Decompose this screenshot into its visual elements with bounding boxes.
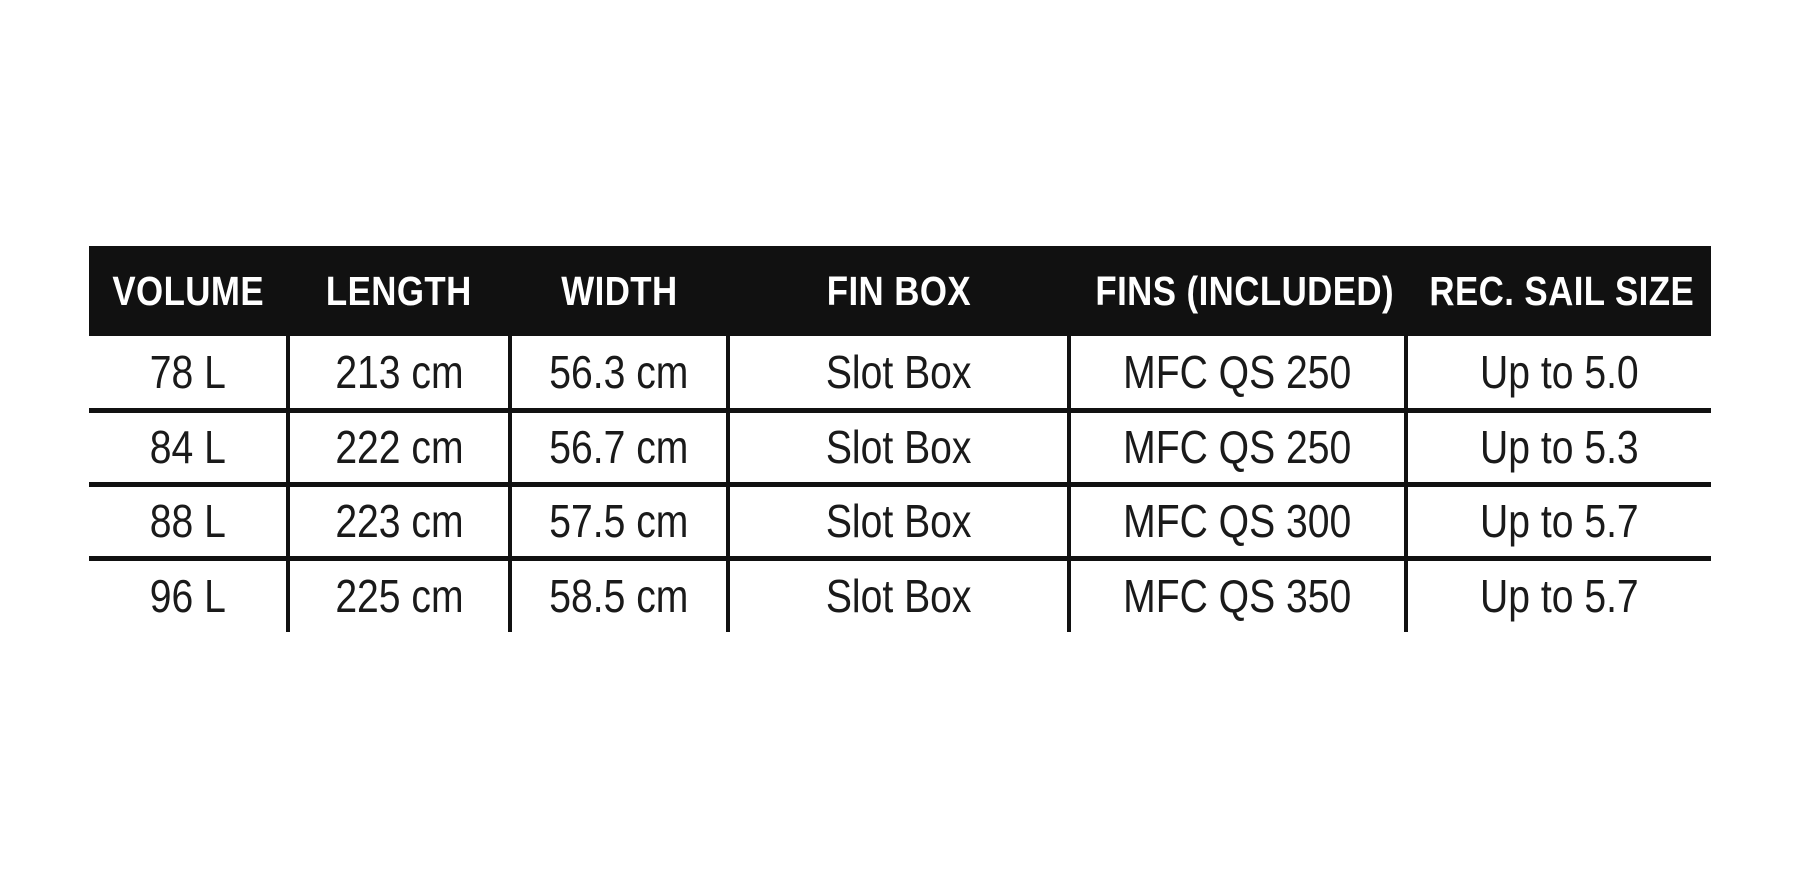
- header-cell-length: [288, 246, 510, 336]
- header-label-rec-sail-size: REC. SAIL SIZE: [1429, 267, 1695, 314]
- cell-value: 222 cm: [334, 421, 464, 473]
- cell-value: MFC QS 250: [1123, 421, 1352, 473]
- cell-fin-box: [728, 484, 1069, 558]
- cell-length: [288, 558, 510, 632]
- header-cell-rec-sail-size: [1406, 246, 1711, 336]
- cell-width: [510, 484, 728, 558]
- cell-value: 78 L: [149, 345, 226, 398]
- header-cell-volume: [89, 246, 288, 336]
- cell-fin-box: [728, 410, 1069, 484]
- header-cell-fin-box: [728, 246, 1069, 336]
- table-row: [89, 336, 1711, 410]
- cell-volume: [89, 336, 288, 410]
- cell-volume: [89, 484, 288, 558]
- cell-value: 88 L: [149, 495, 226, 547]
- header-cell-width: [510, 246, 728, 336]
- cell-value: MFC QS 300: [1123, 495, 1352, 547]
- cell-value: MFC QS 350: [1123, 570, 1352, 623]
- cell-fins-included: [1069, 336, 1406, 410]
- cell-value: 57.5 cm: [549, 495, 689, 547]
- cell-rec-sail-size: [1406, 484, 1711, 558]
- cell-value: Slot Box: [825, 570, 972, 623]
- cell-value: 58.5 cm: [549, 570, 689, 623]
- header-label-fins-included: FINS (INCLUDED): [1095, 267, 1395, 314]
- cell-value: 84 L: [149, 421, 226, 473]
- header-label-fin-box: FIN BOX: [826, 267, 971, 314]
- table-row: [89, 484, 1711, 558]
- cell-value: MFC QS 250: [1123, 345, 1352, 398]
- cell-rec-sail-size: [1406, 336, 1711, 410]
- header-label-length: LENGTH: [326, 267, 472, 314]
- cell-fins-included: [1069, 410, 1406, 484]
- cell-length: [288, 484, 510, 558]
- table-row: [89, 558, 1711, 632]
- cell-value: Slot Box: [825, 495, 972, 547]
- cell-value: 56.7 cm: [549, 421, 689, 473]
- header-row: [89, 246, 1711, 336]
- cell-value: 213 cm: [334, 345, 464, 398]
- cell-fin-box: [728, 336, 1069, 410]
- cell-value: 225 cm: [334, 570, 464, 623]
- cell-rec-sail-size: [1406, 410, 1711, 484]
- board-spec-table: [89, 246, 1711, 632]
- cell-rec-sail-size: [1406, 558, 1711, 632]
- cell-value: 223 cm: [334, 495, 464, 547]
- cell-width: [510, 558, 728, 632]
- cell-value: 96 L: [149, 570, 226, 623]
- cell-value: Up to 5.0: [1480, 345, 1639, 398]
- cell-value: Slot Box: [825, 345, 972, 398]
- cell-value: Up to 5.3: [1480, 421, 1639, 473]
- cell-value: Up to 5.7: [1480, 570, 1639, 623]
- cell-volume: [89, 410, 288, 484]
- cell-volume: [89, 558, 288, 632]
- cell-fin-box: [728, 558, 1069, 632]
- header-label-volume: VOLUME: [112, 267, 265, 314]
- table-row: [89, 410, 1711, 484]
- header-label-width: WIDTH: [560, 267, 678, 314]
- cell-value: Up to 5.7: [1480, 495, 1639, 547]
- cell-value: 56.3 cm: [549, 345, 689, 398]
- cell-width: [510, 336, 728, 410]
- header-cell-fins-included: [1069, 246, 1406, 336]
- cell-length: [288, 336, 510, 410]
- cell-width: [510, 410, 728, 484]
- cell-fins-included: [1069, 484, 1406, 558]
- cell-value: Slot Box: [825, 421, 972, 473]
- cell-fins-included: [1069, 558, 1406, 632]
- cell-length: [288, 410, 510, 484]
